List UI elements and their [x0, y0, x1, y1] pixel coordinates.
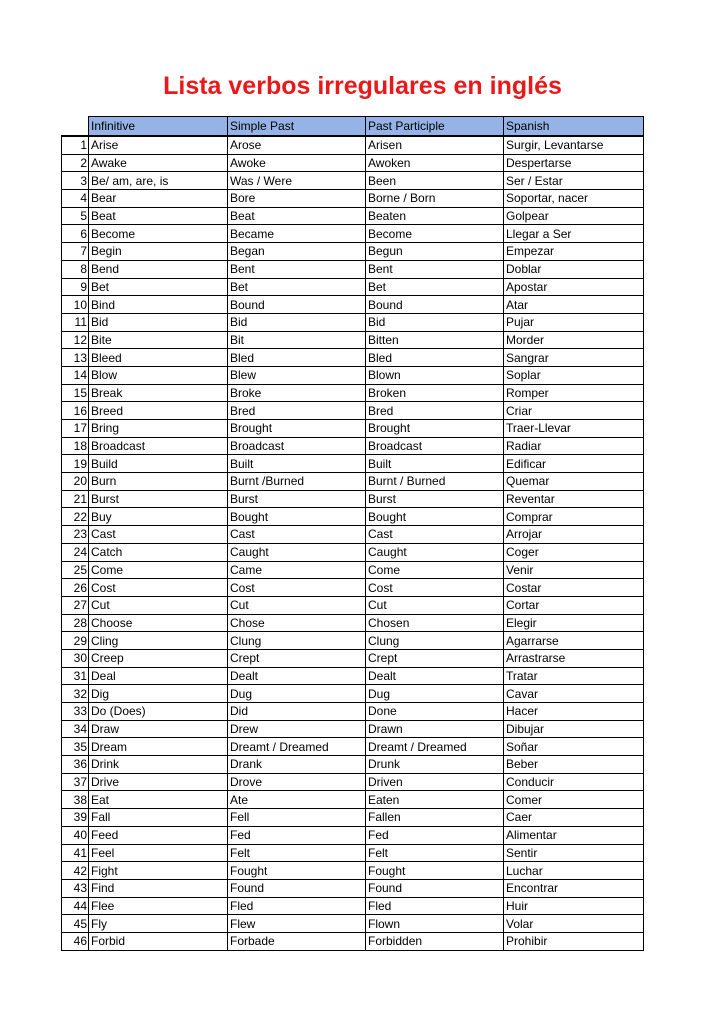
row-number-cell: 43: [62, 879, 89, 897]
past-participle-cell: Bitten: [366, 331, 504, 349]
past-participle-cell: Dug: [366, 685, 504, 703]
infinitive-cell: Cast: [89, 526, 228, 544]
past-participle-cell: Broadcast: [366, 437, 504, 455]
infinitive-cell: Burn: [89, 473, 228, 491]
row-number-cell: 28: [62, 614, 89, 632]
row-number-cell: 13: [62, 349, 89, 367]
simple-past-cell: Felt: [228, 844, 366, 862]
table-row: [62, 773, 644, 791]
spanish-cell: Costar: [504, 579, 644, 597]
row-number-cell: 2: [62, 154, 89, 172]
past-participle-cell: Bought: [366, 508, 504, 526]
past-participle-cell: Cost: [366, 579, 504, 597]
table-row: [62, 879, 644, 897]
infinitive-cell: Flee: [89, 897, 228, 915]
simple-past-cell: Cut: [228, 596, 366, 614]
past-participle-cell: Become: [366, 225, 504, 243]
spanish-cell: Coger: [504, 543, 644, 561]
past-participle-cell: Chosen: [366, 614, 504, 632]
table-row: [62, 278, 644, 296]
spanish-cell: Ser / Estar: [504, 172, 644, 190]
row-number-cell: 46: [62, 932, 89, 950]
spanish-cell: Romper: [504, 384, 644, 402]
row-number-cell: 19: [62, 455, 89, 473]
simple-past-cell: Brought: [228, 420, 366, 438]
infinitive-cell: Cut: [89, 596, 228, 614]
simple-past-cell: Dug: [228, 685, 366, 703]
row-number-cell: 4: [62, 190, 89, 208]
table-row: [62, 862, 644, 880]
row-number-cell: 16: [62, 402, 89, 420]
irregular-verbs-table: [61, 116, 644, 951]
table-row: [62, 703, 644, 721]
spanish-cell: Caer: [504, 809, 644, 827]
spanish-cell: Conducir: [504, 773, 644, 791]
past-participle-cell: Borne / Born: [366, 190, 504, 208]
row-number-cell: 39: [62, 809, 89, 827]
row-number-cell: 8: [62, 260, 89, 278]
table-row: [62, 260, 644, 278]
past-participle-cell: Been: [366, 172, 504, 190]
table-row: [62, 349, 644, 367]
row-number-cell: 7: [62, 243, 89, 261]
simple-past-cell: Bound: [228, 296, 366, 314]
past-participle-cell: Fed: [366, 826, 504, 844]
past-participle-cell: Come: [366, 561, 504, 579]
row-number-cell: 35: [62, 738, 89, 756]
table-row: [62, 296, 644, 314]
spanish-cell: Hacer: [504, 703, 644, 721]
row-number-cell: 38: [62, 791, 89, 809]
simple-past-cell: Dreamt / Dreamed: [228, 738, 366, 756]
infinitive-cell: Bring: [89, 420, 228, 438]
past-participle-cell: Flown: [366, 915, 504, 933]
table-row: [62, 455, 644, 473]
infinitive-cell: Feel: [89, 844, 228, 862]
simple-past-cell: Broke: [228, 384, 366, 402]
infinitive-cell: Bite: [89, 331, 228, 349]
simple-past-cell: Broadcast: [228, 437, 366, 455]
spanish-cell: Soñar: [504, 738, 644, 756]
row-number-cell: 44: [62, 897, 89, 915]
row-number-cell: 42: [62, 862, 89, 880]
simple-past-cell: Clung: [228, 632, 366, 650]
simple-past-cell: Bit: [228, 331, 366, 349]
row-number-cell: 22: [62, 508, 89, 526]
table-row: [62, 756, 644, 774]
row-number-cell: 6: [62, 225, 89, 243]
spanish-cell: Despertarse: [504, 154, 644, 172]
simple-past-cell: Caught: [228, 543, 366, 561]
past-participle-cell: Bet: [366, 278, 504, 296]
row-number-cell: 34: [62, 720, 89, 738]
simple-past-cell: Drank: [228, 756, 366, 774]
simple-past-cell: Bid: [228, 313, 366, 331]
spanish-cell: Doblar: [504, 260, 644, 278]
simple-past-cell: Beat: [228, 207, 366, 225]
infinitive-cell: Drive: [89, 773, 228, 791]
simple-past-cell: Drove: [228, 773, 366, 791]
simple-past-cell: Began: [228, 243, 366, 261]
simple-past-cell: Forbade: [228, 932, 366, 950]
simple-past-cell: Awoke: [228, 154, 366, 172]
row-number-header: [62, 117, 89, 137]
row-number-cell: 40: [62, 826, 89, 844]
table-row: [62, 473, 644, 491]
spanish-cell: Dibujar: [504, 720, 644, 738]
table-row: [62, 667, 644, 685]
row-number-cell: 33: [62, 703, 89, 721]
row-number-cell: 36: [62, 756, 89, 774]
table-row: [62, 543, 644, 561]
infinitive-cell: Do (Does): [89, 703, 228, 721]
row-number-cell: 1: [62, 136, 89, 154]
past-participle-cell: Dealt: [366, 667, 504, 685]
spanish-cell: Tratar: [504, 667, 644, 685]
infinitive-cell: Fly: [89, 915, 228, 933]
infinitive-cell: Become: [89, 225, 228, 243]
past-participle-cell: Awoken: [366, 154, 504, 172]
past-participle-header: Past Participle: [366, 117, 504, 137]
table-row: [62, 331, 644, 349]
simple-past-cell: Fled: [228, 897, 366, 915]
row-number-cell: 15: [62, 384, 89, 402]
past-participle-cell: Arisen: [366, 136, 504, 154]
simple-past-cell: Burst: [228, 490, 366, 508]
past-participle-cell: Begun: [366, 243, 504, 261]
infinitive-cell: Broadcast: [89, 437, 228, 455]
simple-past-cell: Fell: [228, 809, 366, 827]
table-row: [62, 614, 644, 632]
simple-past-cell: Fed: [228, 826, 366, 844]
spanish-cell: Beber: [504, 756, 644, 774]
table-row: [62, 384, 644, 402]
row-number-cell: 37: [62, 773, 89, 791]
simple-past-cell: Crept: [228, 649, 366, 667]
table-row: [62, 649, 644, 667]
row-number-cell: 32: [62, 685, 89, 703]
simple-past-cell: Arose: [228, 136, 366, 154]
spanish-cell: Cortar: [504, 596, 644, 614]
infinitive-cell: Catch: [89, 543, 228, 561]
table-row: [62, 809, 644, 827]
spanish-cell: Soportar, nacer: [504, 190, 644, 208]
simple-past-cell: Built: [228, 455, 366, 473]
infinitive-cell: Dig: [89, 685, 228, 703]
simple-past-cell: Dealt: [228, 667, 366, 685]
past-participle-cell: Forbidden: [366, 932, 504, 950]
infinitive-cell: Bear: [89, 190, 228, 208]
simple-past-cell: Bought: [228, 508, 366, 526]
table-row: [62, 508, 644, 526]
spanish-cell: Surgir, Levantarse: [504, 136, 644, 154]
spanish-cell: Quemar: [504, 473, 644, 491]
spanish-cell: Encontrar: [504, 879, 644, 897]
row-number-cell: 17: [62, 420, 89, 438]
simple-past-cell: Cost: [228, 579, 366, 597]
simple-past-cell: Bred: [228, 402, 366, 420]
infinitive-cell: Come: [89, 561, 228, 579]
table-row: [62, 561, 644, 579]
simple-past-cell: Flew: [228, 915, 366, 933]
spanish-cell: Luchar: [504, 862, 644, 880]
table-row: [62, 366, 644, 384]
spanish-cell: Atar: [504, 296, 644, 314]
infinitive-cell: Buy: [89, 508, 228, 526]
infinitive-cell: Breed: [89, 402, 228, 420]
infinitive-cell: Creep: [89, 649, 228, 667]
table-row: [62, 738, 644, 756]
simple-past-header: Simple Past: [228, 117, 366, 137]
infinitive-cell: Burst: [89, 490, 228, 508]
past-participle-cell: Bid: [366, 313, 504, 331]
past-participle-cell: Drunk: [366, 756, 504, 774]
past-participle-cell: Fallen: [366, 809, 504, 827]
spanish-cell: Venir: [504, 561, 644, 579]
table-row: [62, 526, 644, 544]
past-participle-cell: Found: [366, 879, 504, 897]
table-row: [62, 243, 644, 261]
table-row: [62, 420, 644, 438]
row-number-cell: 23: [62, 526, 89, 544]
spanish-cell: Soplar: [504, 366, 644, 384]
spanish-cell: Apostar: [504, 278, 644, 296]
past-participle-cell: Burst: [366, 490, 504, 508]
simple-past-cell: Came: [228, 561, 366, 579]
spanish-cell: Sentir: [504, 844, 644, 862]
past-participle-cell: Broken: [366, 384, 504, 402]
row-number-cell: 21: [62, 490, 89, 508]
table-header-row: [62, 117, 644, 137]
infinitive-cell: Deal: [89, 667, 228, 685]
table-row: [62, 791, 644, 809]
row-number-cell: 5: [62, 207, 89, 225]
table-row: [62, 172, 644, 190]
simple-past-cell: Was / Were: [228, 172, 366, 190]
table-row: [62, 579, 644, 597]
past-participle-cell: Bred: [366, 402, 504, 420]
spanish-cell: Empezar: [504, 243, 644, 261]
simple-past-cell: Bled: [228, 349, 366, 367]
infinitive-cell: Eat: [89, 791, 228, 809]
past-participle-cell: Crept: [366, 649, 504, 667]
simple-past-cell: Bent: [228, 260, 366, 278]
table-row: [62, 932, 644, 950]
simple-past-cell: Bet: [228, 278, 366, 296]
past-participle-cell: Beaten: [366, 207, 504, 225]
simple-past-cell: Chose: [228, 614, 366, 632]
infinitive-cell: Bleed: [89, 349, 228, 367]
spanish-cell: Radiar: [504, 437, 644, 455]
simple-past-cell: Fought: [228, 862, 366, 880]
spanish-cell: Arrastrarse: [504, 649, 644, 667]
past-participle-cell: Cut: [366, 596, 504, 614]
past-participle-cell: Built: [366, 455, 504, 473]
infinitive-cell: Build: [89, 455, 228, 473]
row-number-cell: 18: [62, 437, 89, 455]
past-participle-cell: Dreamt / Dreamed: [366, 738, 504, 756]
row-number-cell: 14: [62, 366, 89, 384]
infinitive-cell: Fall: [89, 809, 228, 827]
past-participle-cell: Cast: [366, 526, 504, 544]
infinitive-cell: Forbid: [89, 932, 228, 950]
infinitive-cell: Cling: [89, 632, 228, 650]
spanish-cell: Arrojar: [504, 526, 644, 544]
infinitive-cell: Blow: [89, 366, 228, 384]
row-number-cell: 25: [62, 561, 89, 579]
past-participle-cell: Bent: [366, 260, 504, 278]
simple-past-cell: Did: [228, 703, 366, 721]
past-participle-cell: Brought: [366, 420, 504, 438]
table-row: [62, 313, 644, 331]
infinitive-cell: Bind: [89, 296, 228, 314]
table-row: [62, 136, 644, 154]
page-title: Lista verbos irregulares en inglés: [163, 72, 562, 100]
simple-past-cell: Ate: [228, 791, 366, 809]
past-participle-cell: Fought: [366, 862, 504, 880]
infinitive-cell: Begin: [89, 243, 228, 261]
table-row: [62, 632, 644, 650]
row-number-cell: 3: [62, 172, 89, 190]
row-number-cell: 29: [62, 632, 89, 650]
past-participle-cell: Fled: [366, 897, 504, 915]
spanish-cell: Llegar a Ser: [504, 225, 644, 243]
simple-past-cell: Found: [228, 879, 366, 897]
spanish-cell: Comprar: [504, 508, 644, 526]
infinitive-header: Infinitive: [89, 117, 228, 137]
spanish-cell: Traer-Llevar: [504, 420, 644, 438]
row-number-cell: 41: [62, 844, 89, 862]
spanish-cell: Golpear: [504, 207, 644, 225]
spanish-cell: Prohibir: [504, 932, 644, 950]
spanish-cell: Morder: [504, 331, 644, 349]
infinitive-cell: Be/ am, are, is: [89, 172, 228, 190]
row-number-cell: 24: [62, 543, 89, 561]
past-participle-cell: Bled: [366, 349, 504, 367]
past-participle-cell: Bound: [366, 296, 504, 314]
past-participle-cell: Caught: [366, 543, 504, 561]
past-participle-cell: Done: [366, 703, 504, 721]
spanish-cell: Edificar: [504, 455, 644, 473]
spanish-cell: Pujar: [504, 313, 644, 331]
row-number-cell: 45: [62, 915, 89, 933]
simple-past-cell: Drew: [228, 720, 366, 738]
row-number-cell: 27: [62, 596, 89, 614]
past-participle-cell: Felt: [366, 844, 504, 862]
simple-past-cell: Burnt /Burned: [228, 473, 366, 491]
table-row: [62, 596, 644, 614]
infinitive-cell: Find: [89, 879, 228, 897]
table-row: [62, 154, 644, 172]
spanish-cell: Sangrar: [504, 349, 644, 367]
row-number-cell: 11: [62, 313, 89, 331]
table-row: [62, 720, 644, 738]
simple-past-cell: Cast: [228, 526, 366, 544]
spanish-cell: Comer: [504, 791, 644, 809]
table-row: [62, 685, 644, 703]
simple-past-cell: Bore: [228, 190, 366, 208]
infinitive-cell: Bid: [89, 313, 228, 331]
row-number-cell: 26: [62, 579, 89, 597]
past-participle-cell: Eaten: [366, 791, 504, 809]
past-participle-cell: Burnt / Burned: [366, 473, 504, 491]
past-participle-cell: Clung: [366, 632, 504, 650]
table-row: [62, 190, 644, 208]
infinitive-cell: Awake: [89, 154, 228, 172]
past-participle-cell: Drawn: [366, 720, 504, 738]
table-row: [62, 437, 644, 455]
infinitive-cell: Draw: [89, 720, 228, 738]
infinitive-cell: Choose: [89, 614, 228, 632]
spanish-cell: Criar: [504, 402, 644, 420]
table-row: [62, 225, 644, 243]
table-row: [62, 844, 644, 862]
row-number-cell: 12: [62, 331, 89, 349]
infinitive-cell: Feed: [89, 826, 228, 844]
spanish-cell: Elegir: [504, 614, 644, 632]
spanish-cell: Cavar: [504, 685, 644, 703]
infinitive-cell: Bet: [89, 278, 228, 296]
infinitive-cell: Bend: [89, 260, 228, 278]
infinitive-cell: Dream: [89, 738, 228, 756]
simple-past-cell: Became: [228, 225, 366, 243]
spanish-cell: Alimentar: [504, 826, 644, 844]
row-number-cell: 9: [62, 278, 89, 296]
spanish-cell: Agarrarse: [504, 632, 644, 650]
table-row: [62, 207, 644, 225]
simple-past-cell: Blew: [228, 366, 366, 384]
row-number-cell: 10: [62, 296, 89, 314]
infinitive-cell: Beat: [89, 207, 228, 225]
table-row: [62, 915, 644, 933]
spanish-cell: Reventar: [504, 490, 644, 508]
infinitive-cell: Arise: [89, 136, 228, 154]
spanish-cell: Volar: [504, 915, 644, 933]
table-row: [62, 897, 644, 915]
past-participle-cell: Blown: [366, 366, 504, 384]
row-number-cell: 31: [62, 667, 89, 685]
table-row: [62, 402, 644, 420]
table-row: [62, 826, 644, 844]
row-number-cell: 30: [62, 649, 89, 667]
row-number-cell: 20: [62, 473, 89, 491]
infinitive-cell: Drink: [89, 756, 228, 774]
infinitive-cell: Cost: [89, 579, 228, 597]
infinitive-cell: Fight: [89, 862, 228, 880]
past-participle-cell: Driven: [366, 773, 504, 791]
table-row: [62, 490, 644, 508]
spanish-header: Spanish: [504, 117, 644, 137]
spanish-cell: Huir: [504, 897, 644, 915]
infinitive-cell: Break: [89, 384, 228, 402]
